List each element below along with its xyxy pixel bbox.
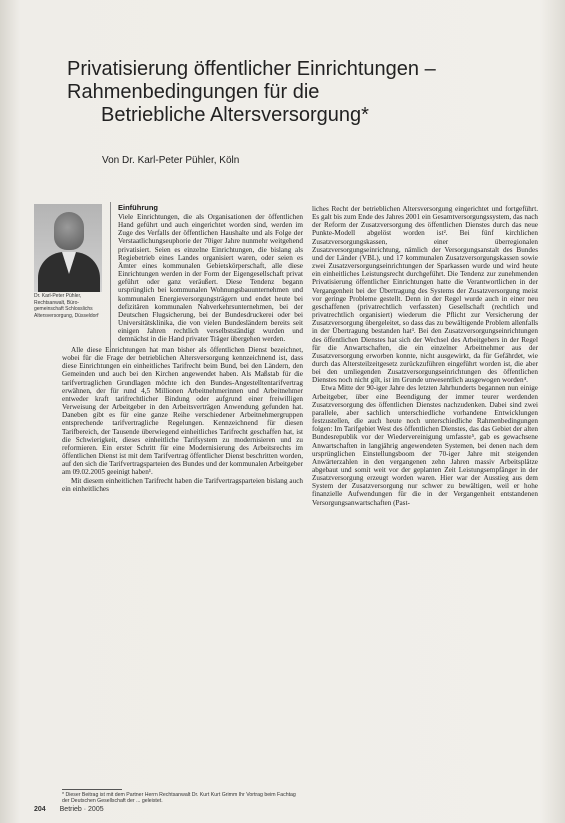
left-column-top [118, 213, 303, 346]
left-paragraph-3: Mit diesem einheitlichen Tarifrecht haben die Tarifvertragsparteien bislang auch ein einheitliches [62, 476, 303, 493]
right-column [312, 205, 538, 800]
right-paragraph-1: liches Recht der betrieblichen Altersversorgung eingerichtet und fortgeführt. Es galt bis zum Ende des Jahres 2001 ein Gesamtversorgungssystem, das nach der Reform der Zusatzversorgung des öffentlichen Dienstes durch das neue Punkte-Modell abgelöst worden ist². Bei fünf kirchlichen Zusatzversorgungskassen, einer überregionalen Zusatzversorgungseinrichtung, nämlich der Versorgungsanstalt des Bundes und der Länder (VBL), und 17 kommunalen Zusatzversorgungskassen sowie zwei Zusatzversorgungseinrichtungen der Sparkassen wurde und wird heute ein einheitliches Leistungsrecht durchgeführt. Die Tendenz zur zunehmenden Privatisierung öffentlicher Einrichtungen hatte die Verantwortlichen in der Vergangenheit bei der Übertragung des Systems der Zusatzversorgung meist vor geringe Probleme gestellt. Denn in der Regel wurde auch in einer neu geschaffenen (privatrechtlich verfassten) Gesellschaft (rechtlich und privatrechtlich organisiert) wiederum die Pflicht zur Versicherung der Zusatzversorgung übergeleitet, so dass das zu bewältigende Problem allenfalls in der Übertragung bestanden hat³. Bei den Zusatzversorgungseinrichtungen des öffentlichen Dienstes hat sich der Wechsel des Arbeitgebers in der Regel für die Anwartschaften, die ein einzelner Arbeitnehmer aus der Zusatzversorgung erworben konnte, nicht ausgewirkt, da für Gefährdet, wie durch das Altersteilzeitgesetz zurückzuführen eingeführt worden ist, die aber bei den umliegenden Zusatzversorgungseinrichtungen des öffentlichen Dienstes noch nicht gilt, ist im Grunde unwesentlich ausgewogen worden⁴. [312, 205, 538, 385]
footnote: * Dieser Beitrag ist mit dem Partner Herrn Rechtsanwalt Dr. Kurt Kurt Grimm Ihr Vortrag beim Fachtag der Deutschen Gesellschaft der ... geleistet. [62, 792, 296, 805]
author-photo-caption: Dr. Karl-Peter Pühler, Rechtsanwalt, Bürogemeinschaft Schlosslichs Altersversorgung, Düsseldorf [34, 293, 99, 319]
title-line-1: Privatisierung öffentlicher Einrichtungen – [67, 58, 436, 80]
left-paragraph-1: Viele Einrichtungen, die als Organisationen der öffentlichen Hand geführt und auch eingerichtet worden sind, werden im Zuge des Verfalls der öffentlichen Haushalte und als Folge der Verstaatlichungseuphorie der 70iger Jahre nunmehr weitgehend privatisiert. Seien es einzelne Einrichtungen, die bislang als Regiebetrieb eines Landes organisiert waren, oder seien es Ämter eines kommunalen Gebietskörperschaft, alle diese Einrichtungen werden in der Form der Eigengesellschaft privat geführt oder ganz veräußert. Diese Tendenz begann ursprünglich bei kommunalen Wohnungsbauunternehmen und kommunalen Energieversorgungsträgern und endet heute bei defizitären kommunalen Nahverkehrsunternehmen, bei der Deutschen Flugsicherung, bei der Bundesdruckerei oder bei Universitätsklinika, die von vielen Bundesländern bereits seit einigen Jahren rechtlich verselbstständigt wurden und demnächst in die Hand privater Träger übergehen werden. [118, 213, 303, 344]
left-paragraph-2: Alle diese Einrichtungen hat man bisher als öffentlichen Dienst bezeichnet, wobei für die Frage der betrieblichen Altersversorgung kennzeichnend ist, dass diese Einrichtungen ein einheitliches Tarifrecht beim Bund, bei den Ländern, den Gemeinden und auch bei den Kirchen angewendet haben. Als Maßstab für die tarifvertraglichen Grundlagen möchte ich den Bundes-Angestelltentarifvertrag erwähnen, der für rund 4,5 Millionen Arbeitnehmerinnen und Arbeitnehmer entweder kraft tarifrechtlicher Bindung oder aufgrund einer freiwilligen Verweisung der Arbeitgeber in den Arbeitsverträgen Anwendung gefunden hat. Daneben gibt es für eine ganze Reihe verschiedener Arbeitnehmergruppen entsprechende tarifvertragliche Regelungen. Kennzeichnend für diesen Tarifbereich, der Tausende überwiegend einheitliches Tarifrecht geschaffen hat, ist die Schwierigkeit, dieses einheitliche Tarifsystem zu modernisieren und zu reformieren. Ein erster Schritt für eine Modernisierung des Arbeitsrechts im öffentlichen Dienst ist mit dem Tarifvertrag öffentlicher Dienst beschritten worden, auf den sich die Tarifvertragsparteien des Bundes und der kommunalen Arbeitgeber am 09.02.2005 geeinigt haben¹. [62, 346, 303, 477]
left-column-bottom [62, 346, 303, 786]
journal-source: Betrieb · 2005 [59, 806, 104, 813]
author-byline: Von Dr. Karl-Peter Pühler, Köln [102, 155, 240, 166]
section-heading: Einführung [118, 203, 158, 212]
footnote-rule [62, 789, 122, 790]
title-line-3: Betriebliche Altersversorgung* [101, 104, 369, 126]
page-folio [34, 806, 104, 813]
author-photo [34, 204, 102, 292]
page-number: 204 [34, 806, 46, 813]
right-paragraph-2: Etwa Mitte der 90-iger Jahre des letzten Jahrhunderts begannen nun einige Arbeitgeber, über eine Beendigung der immer teurer werdenden Zusatzversorgung des öffentlichen Dienstes nachzudenken. Dabei sind zwei parallele, aber sachlich unterschiedliche vorhandene Entwicklungen festzustellen, die auch heute noch unterschiedliche Rahmenbedingungen folgen: Im Tarifgebiet West des öffentlichen Dienstes, das das Gebiet der alten Bundesrepublik vor der Wiedervereinigung umfasste⁵, gab es gewachsene Anwartschaften in langjährig angewendeten Systemen, bei denen nach dem ursprünglichen Einstellungsboom der 70-iger Jahre mit steigenden Anwärterzahlen in den vergangenen zehn Jahren massiv Arbeitsplätze abgebaut und somit weit vor der geplanten Zeit Leistungsempfänger in der Zusatzversorgung erzeugt worden waren. Hier war der Ausstieg aus dem System der Zusatzversorgung nur schwer zu bewältigen, weil er hohe finanzielle Aufwendungen für die in der Vergangenheit entstandenen Versorgungsanwartschaften (Past- [312, 384, 538, 507]
title-line-2: Rahmenbedingungen für die [67, 81, 320, 103]
article-title [67, 58, 537, 127]
author-photo-head [54, 212, 84, 250]
caption-divider [110, 202, 111, 347]
